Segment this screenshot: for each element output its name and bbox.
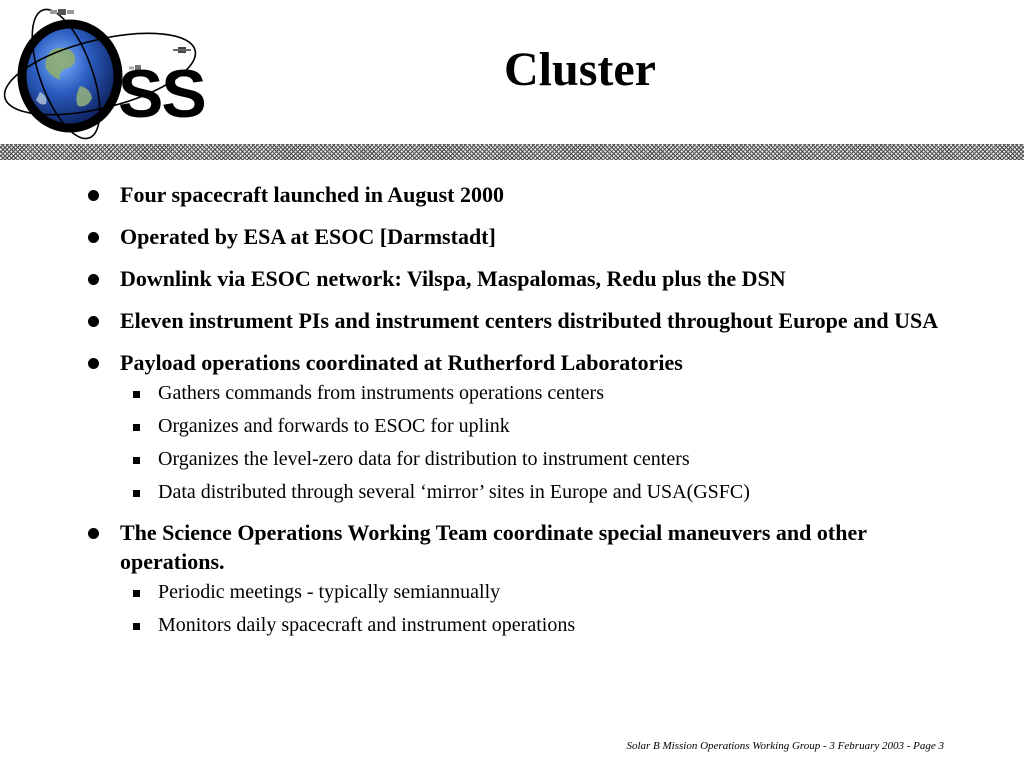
- sub-bullet-item: [120, 580, 940, 605]
- square-bullet-icon: [133, 391, 140, 398]
- square-bullet-icon: [133, 490, 140, 497]
- header-divider: [0, 144, 1024, 160]
- bullet-item: [0, 222, 940, 251]
- sub-bullet-text: Gathers commands from instruments operations centers: [158, 382, 604, 404]
- slide-title: Cluster: [504, 43, 656, 96]
- bullet-text: The Science Operations Working Team coordinate special maneuvers and other operations.: [120, 520, 867, 574]
- logo-text: SS: [118, 56, 205, 132]
- sub-bullet-item: [120, 480, 940, 505]
- sub-bullet-text: Data distributed through several ‘mirror’ sites in Europe and USA(GSFC): [158, 481, 750, 503]
- slide-footer: Solar B Mission Operations Working Group - 3 February 2003 - Page 3: [626, 740, 944, 752]
- bullet-dot-icon: [88, 528, 99, 539]
- sub-bullet-text: Periodic meetings - typically semiannually: [158, 581, 501, 603]
- sub-bullet-list: [120, 381, 940, 505]
- square-bullet-icon: [133, 623, 140, 630]
- bullet-dot-icon: [88, 232, 99, 243]
- square-bullet-icon: [133, 457, 140, 464]
- bullet-text: Eleven instrument PIs and instrument centers distributed throughout Europe and USA: [120, 308, 939, 333]
- sub-bullet-list: [120, 580, 940, 638]
- bullet-item: [0, 264, 940, 293]
- bullet-list: [0, 180, 1000, 651]
- bullet-item: [0, 180, 940, 209]
- bullet-item: [0, 518, 940, 638]
- bullet-text: Four spacecraft launched in August 2000: [120, 182, 505, 207]
- bullet-dot-icon: [88, 316, 99, 327]
- sub-bullet-item: [120, 381, 940, 406]
- bullet-item: [0, 348, 940, 505]
- sub-bullet-item: [120, 613, 940, 638]
- bullet-item: [0, 306, 940, 335]
- bullet-text: Payload operations coordinated at Rutherford Laboratories: [120, 350, 683, 375]
- bullet-text: Downlink via ESOC network: Vilspa, Maspalomas, Redu plus the DSN: [120, 266, 786, 291]
- bullet-dot-icon: [88, 190, 99, 201]
- sub-bullet-text: Monitors daily spacecraft and instrument operations: [158, 614, 576, 636]
- square-bullet-icon: [133, 590, 140, 597]
- bullet-dot-icon: [88, 358, 99, 369]
- bullet-text: Operated by ESA at ESOC [Darmstadt]: [120, 224, 496, 249]
- sub-bullet-text: Organizes the level-zero data for distribution to instrument centers: [158, 448, 690, 470]
- square-bullet-icon: [133, 424, 140, 431]
- sub-bullet-text: Organizes and forwards to ESOC for uplink: [158, 415, 510, 437]
- sub-bullet-item: [120, 414, 940, 439]
- sub-bullet-item: [120, 447, 940, 472]
- bullet-dot-icon: [88, 274, 99, 285]
